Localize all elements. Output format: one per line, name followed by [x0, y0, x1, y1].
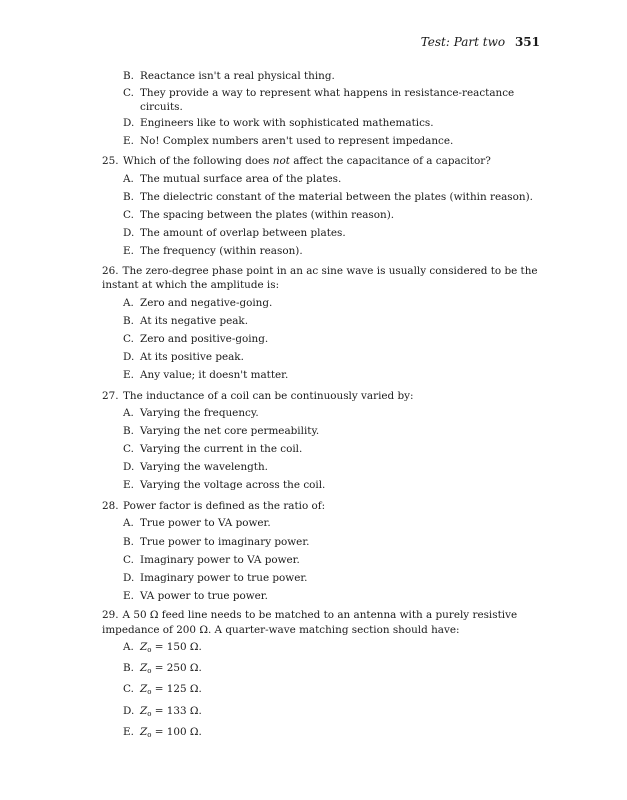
option-24-d: D. Engineers like to work with sophisticated mathematics. [123, 116, 434, 129]
option-28-c: C. Imaginary power to VA power. [123, 553, 300, 566]
option-27-a: A. Varying the frequency. [123, 407, 259, 420]
option-28-e: E. VA power to true power. [123, 589, 268, 602]
option-25-c: C. The spacing between the plates (within reason). [123, 208, 395, 221]
question-26: 26. The zero-degree phase point in an ac sine wave is usually considered to be the instant at which the amplitude is: [102, 264, 538, 292]
option-26-c: C. Zero and positive-going. [123, 332, 269, 345]
option-26-b: B. At its negative peak. [123, 314, 249, 327]
question-number: 29. [102, 609, 119, 622]
option-24-b: B. Reactance isn't a real physical thing. [123, 70, 335, 82]
page-body [102, 68, 542, 745]
question-number: 26. [102, 264, 119, 277]
option-26-e: E. Any value; it doesn't matter. [123, 369, 289, 382]
option-25-e: E. The frequency (within reason). [123, 245, 303, 258]
question-number: 27. [102, 389, 119, 402]
option-25-b: B. The dielectric constant of the material between the plates (within reason). [123, 190, 533, 203]
option-27-b: B. Varying the net core permeability. [123, 425, 320, 438]
option-26-a: A. Zero and negative-going. [123, 296, 273, 309]
option-25-d: D. The amount of overlap between plates. [123, 227, 346, 240]
page-number: 351 [514, 35, 540, 49]
option-24-c: C. They provide a way to represent what happens in resistance-reactance circuits. [123, 87, 515, 114]
option-28-a: A. True power to VA power. [123, 517, 271, 530]
running-header [421, 35, 540, 49]
option-29-e: E. $Z_o = 100$ Ω. [123, 725, 202, 739]
option-28-d: D. Imaginary power to true power. [123, 571, 308, 584]
question-29: 29. A 50 Ω feed line needs to be matched to an antenna with a purely resistive impedance of 200 Ω. A quarter-wave matching section should have: [102, 609, 518, 636]
question-number: 28. [102, 499, 119, 512]
question-25: 25. Which of the following does not affect the capacitance of a capacitor? [102, 153, 542, 171]
question-27: 27. The inductance of a coil can be continuously varied by: [102, 388, 542, 406]
option-27-d: D. Varying the wavelength. [123, 461, 268, 474]
option-29-d: D. $Z_o = 133$ Ω. [123, 704, 202, 718]
option-27-c: C. Varying the current in the coil. [123, 443, 303, 456]
option-25-a: A. The mutual surface area of the plates. [123, 172, 342, 185]
question-24-options [102, 68, 542, 150]
option-29-b: B. $Z_o = 250$ Ω. [123, 662, 202, 676]
option-28-b: B. True power to imaginary power. [123, 535, 310, 548]
header-title: Test: Part two [420, 35, 506, 49]
option-29-a: A. $Z_o = 150$ Ω. [123, 641, 202, 655]
question-number: 25. [102, 155, 119, 168]
question-28: 28. Power factor is defined as the ratio of: [102, 498, 542, 516]
option-27-e: E. Varying the voltage across the coil. [123, 479, 326, 492]
option-26-d: D. At its positive peak. [123, 350, 244, 363]
option-24-e: E. No! Complex numbers aren't used to represent impedance. [123, 134, 454, 147]
option-29-c: C. $Z_o = 125$ Ω. [123, 683, 202, 697]
